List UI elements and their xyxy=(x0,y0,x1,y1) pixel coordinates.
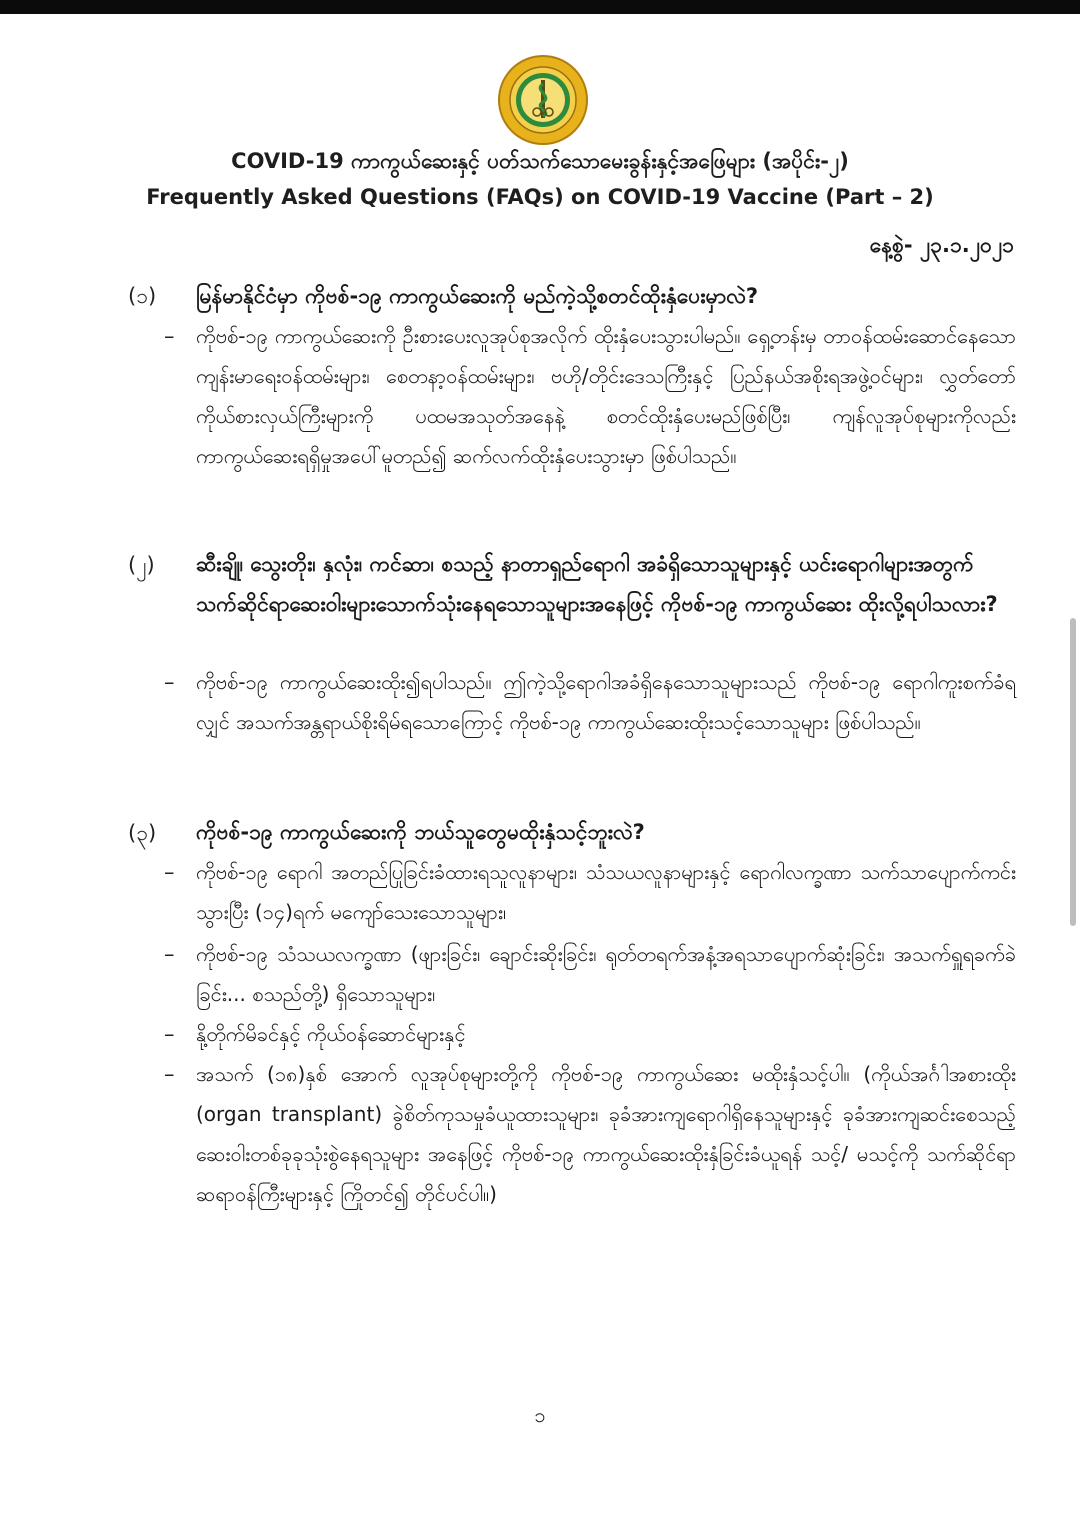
answer-bullet: – xyxy=(164,942,175,966)
question-text: မြန်မာနိုင်ငံမှာ ကိုဗစ်-၁၉ ကာကွယ်ဆေးကို မည်ကဲ့သို့စတင်ထိုးနှံပေးမှာလဲ? xyxy=(196,284,759,308)
question-text: ကိုဗစ်-၁၉ ကာကွယ်ဆေးကို ဘယ်သူတွေမထိုးနှံသင့်ဘူးလဲ? xyxy=(196,820,645,844)
answer-text: ကိုဗစ်-၁၉ ရောဂါ အတည်ပြုခြင်းခံထားရသူလူနာများ၊ သံသယလူနာများနှင့် ရောဂါလက္ခဏာ သက်သာပျောက်ကင်းသွားပြီး (၁၄)ရက် မကျော်သေးသောသူများ၊ xyxy=(196,860,1016,924)
document-date: နေ့စွဲ- ၂၃.၁.၂၀၂၁ xyxy=(869,233,1014,257)
answer-text: ကိုဗစ်-၁၉ ကာကွယ်ဆေးကို ဦးစားပေးလူအုပ်စုအလိုက် ထိုးနှံပေးသွားပါမည်။ ရှေ့တန်းမှ တာဝန်ထမ်းဆောင်နေသော ကျန်းမာရေးဝန်ထမ်းများ၊ စေတနာ့ဝန်ထမ်းများ၊ ဗဟို/တိုင်းဒေသကြီးနှင့် ပြည်နယ်အစိုးရအဖွဲ့ဝင်များ၊ လွှတ်တော်ကိုယ်စားလှယ်ကြီးများကို ပထမအသုတ်အနေနဲ့ စတင်ထိုးနှံပေးမည်ဖြစ်ပြီး၊ ကျန်လူအုပ်စုများကိုလည်း ကာကွယ်ဆေးရရှိမှုအပေါ်မူတည်၍ ဆက်လက်ထိုးနှံပေးသွားမှာ ဖြစ်ပါသည်။ xyxy=(196,324,1016,468)
document-title-english: Frequently Asked Questions (FAQs) on COVID-19 Vaccine (Part – 2) xyxy=(146,185,934,209)
answer-text: ကိုဗစ်-၁၉ သံသယလက္ခဏာ (ဖျားခြင်း၊ ချောင်းဆိုးခြင်း၊ ရုတ်တရက်အနံ့အရသာပျောက်ဆုံးခြင်း၊ အသက်ရှူရခက်ခဲခြင်း... စသည်တို့) ရှိသောသူများ၊ xyxy=(196,942,1016,1006)
question-number: (၁) xyxy=(128,284,157,308)
page-number: ၁ xyxy=(534,1403,546,1427)
document-title-myanmar: COVID-19 ကာကွယ်ဆေးနှင့် ပတ်သက်သောမေးခွန်းနှင့်အဖြေများ (အပိုင်း-၂) xyxy=(231,149,849,173)
top-status-bar xyxy=(0,0,1080,14)
answer-text: အသက် (၁၈)နှစ် အောက် လူအုပ်စုများတို့ကို ကိုဗစ်-၁၉ ကာကွယ်ဆေး မထိုးနှံသင့်ပါ။ (ကိုယ်အင်္ဂါအစားထိုး (organ transplant) ခွဲစိတ်ကုသမှုခံယူထားသူများ၊ ခုခံအားကျရောဂါရှိနေသူများနှင့် ခုခံအားကျဆင်းစေသည့်ဆေးဝါးတစ်ခုခုသုံးစွဲနေရသူများ အနေဖြင့် ကိုဗစ်-၁၉ ကာကွယ်ဆေးထိုးနှံခြင်းခံယူရန် သင့်/ မသင့်ကို သက်ဆိုင်ရာ ဆရာဝန်ကြီးများနှင့် ကြိုတင်၍ တိုင်ပင်ပါ။) xyxy=(196,1062,1016,1206)
answer-bullet: – xyxy=(164,324,175,348)
question-number: (၂) xyxy=(128,553,155,577)
question-text: ဆီးချို၊ သွေးတိုး၊ နှလုံး၊ ကင်ဆာ၊ စသည့် နာတာရှည်ရောဂါ အခံရှိသောသူများနှင့် ယင်းရောဂါများအတွက် သက်ဆိုင်ရာဆေးဝါးများသောက်သုံးနေရသောသူများအနေဖြင့် ကိုဗစ်-၁၉ ကာကွယ်ဆေး ထိုးလို့ရပါသလား? xyxy=(196,552,998,616)
answer-bullet: – xyxy=(164,860,175,884)
answer-text: ကိုဗစ်-၁၉ ကာကွယ်ဆေးထိုး၍ရပါသည်။ ဤကဲ့သို့ရောဂါအခံရှိနေသောသူများသည် ကိုဗစ်-၁၉ ရောဂါကူးစက်ခံရလျှင် အသက်အန္တရာယ်စိုးရိမ်ရသောကြောင့် ကိုဗစ်-၁၉ ကာကွယ်ဆေးထိုးသင့်သောသူများ ဖြစ်ပါသည်။ xyxy=(196,670,1016,734)
answer-text: နို့တိုက်မိခင်နှင့် ကိုယ်ဝန်ဆောင်များနှင့် xyxy=(196,1022,466,1046)
answer-bullet: – xyxy=(164,670,175,694)
ministry-seal-icon xyxy=(497,54,589,146)
answer-bullet: – xyxy=(164,1022,175,1046)
scrollbar-thumb[interactable] xyxy=(1070,618,1076,926)
answer-bullet: – xyxy=(164,1062,175,1086)
question-number: (၃) xyxy=(128,821,157,845)
